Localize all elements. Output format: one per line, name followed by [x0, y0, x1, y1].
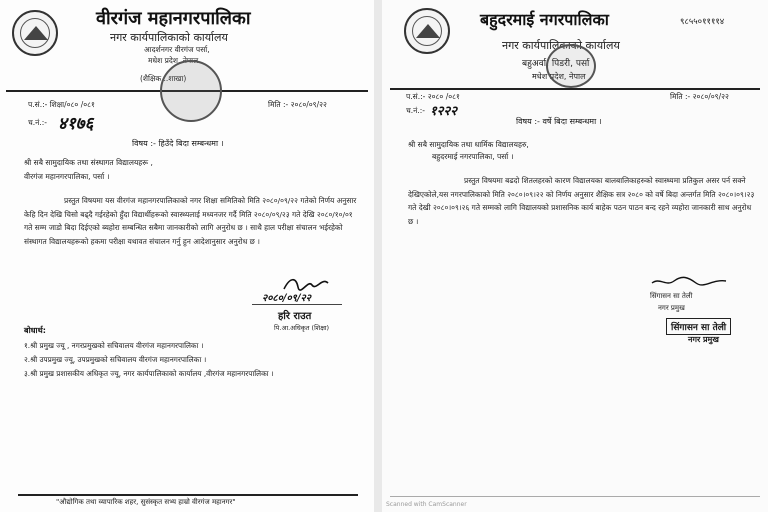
office-name: वीरगंज महानगरपालिका: [96, 8, 251, 29]
letter-date: मिति :- २०८०/०९/२२: [670, 92, 729, 101]
signature-rule: [252, 304, 342, 305]
letter-body: प्रस्तुत विषयमा बढदो शितलहरको कारण विद्यालयका बालबालिकाहरुको स्वास्थ्यमा प्रतिकुल असर पर्न सक्ने देखिएकोले,यस नगरपालिकाको मिति २०८०।०९।२२ को निर्णय अनुसार शैक्षिक सत्र २०८० को वर्षे बिदा अन्तर्गत मिति २०८०।०९।२३ गते देखी २०८०।०९।२६ गते सम्मको लागि विद्यालयको प्रशासनिक कार्य बाहेक पठन पाठन बन्द रहने व्यहोरा जानकारी साथ अनुरोध छ ।: [408, 176, 755, 226]
dispatch-label: च.नं.:-: [28, 118, 47, 127]
stamp-title: नगर प्रमुख: [688, 335, 719, 344]
signature: [650, 275, 730, 289]
footer-rule: [390, 496, 760, 497]
addressee-line-2: बहुदरमाई नगरपालिका, पर्सा ।: [432, 152, 514, 161]
nepal-emblem-icon: [12, 10, 58, 56]
footer-rule: [18, 494, 358, 496]
subject-line: विषय :- हिउँदे बिदा सम्बन्धमा ।: [132, 139, 224, 148]
cc-item-3: ३.श्री प्रमुख प्रशासकीय अधिकृत ज्यू, नगर कार्यपालिकाको कार्यालय ,वीरगंज महानगरपालिका ।: [24, 369, 274, 378]
letter-date: मिति :- २०८०/०९/२२: [268, 100, 327, 109]
signatory-name: सिंगासन सा तेली: [650, 292, 693, 300]
office-subtitle: नगर कार्यपालिकाको कार्यालय: [110, 31, 228, 44]
office-name: बहुदरमाई नगरपालिका: [480, 10, 609, 29]
office-stamp: [546, 44, 596, 88]
signatory-name: हरि राउत: [278, 311, 312, 322]
signatory-stamp: [666, 318, 731, 335]
address-line-2: मधेश प्रदेश, नेपाल: [532, 72, 586, 81]
dispatch-label: च.नं.:-: [406, 106, 425, 115]
office-stamp: [160, 60, 222, 122]
footer-motto: "औद्योगिक तथा व्यापारिक शहर, सुसंस्कृत सभ्य हाम्रो वीरगंज महानगर": [56, 498, 236, 506]
letter-body: प्रस्तुत विषयमा यस वीरगंज महानगरपालिकाको नगर शिक्षा समितिको मिति २०८०/०९/२२ गतेको निर्णय अनुसार केहि दिन देखि चिसो बढ्दै गईरहेको हुँदा विद्यार्थीहरूको स्वास्थ्यलाई मध्यनजर गर्दै मिति २०८०/०९/२३ गते देखि २०८०/१०/०१ गते सम्म जाडो बिदा दिईएको ब्यहोरा सम्बन्धित सबैमा जानकारीको लागि अनुरोध छ । साथै हाल परीक्षा संचालन भईरहेको संस्थागत विद्यालयहरूको हकमा परीक्षा यथावत संचालन गर्नु हुन आदेशानुसार अनुरोध छ ।: [24, 196, 357, 246]
phone-number: ९८५५०११११४: [680, 17, 725, 27]
addressee-line-2: वीरगंज महानगरपालिका, पर्सा ।: [24, 172, 110, 181]
address-line-1: आदर्शनगर वीरगंज पर्सा,: [144, 45, 210, 54]
signature-date: २०८०/०९/२२: [262, 293, 311, 304]
cc-item-1: १.श्री प्रमुख ज्यू , नगरप्रमुखको सचिवालय वीरगंज महानगरपालिका ।: [24, 341, 204, 350]
scanner-watermark: Scanned with CamScanner: [386, 501, 467, 508]
address-line-2: मधेश प्रदेश, नेपाल: [148, 56, 199, 65]
reference-number: प.सं.:- शिक्षा/०८० /०८१: [28, 100, 95, 109]
signatory-title: नगर प्रमुख: [658, 304, 685, 312]
office-subtitle: नगर कार्यपालिकाको कार्यालय: [502, 39, 620, 52]
letter-birgunj: [0, 0, 374, 512]
stamp-name: सिंगासन सा तेली: [671, 323, 727, 333]
cc-item-2: २.श्री उपप्रमुख ज्यू, उपप्रमुखको सचिवालय वीरगंज महानगरपालिका ।: [24, 355, 207, 364]
dispatch-number: ४१७६: [58, 114, 94, 134]
header-rule: [390, 88, 760, 90]
letter-bahudarmai: [382, 0, 768, 512]
cc-heading: बोधार्थ:: [24, 326, 46, 335]
dispatch-number: १२२२: [430, 104, 458, 119]
section-name: (शैक्षिक...शाखा): [140, 74, 187, 83]
addressee-line-1: श्री सबै सामुदायिक तथा संस्थागत विद्यालयहरू ,: [24, 158, 153, 167]
page-gutter: [374, 0, 382, 512]
subject-line: विषय :- वर्षे बिदा सम्बन्धमा ।: [516, 117, 602, 126]
nepal-emblem-icon: [404, 8, 450, 54]
signatory-title: पि.आ.अधिकृत (शिक्षा): [274, 324, 330, 332]
addressee-line-1: श्री सबै सामुदायिक तथा धार्मिक विद्यालयहरु,: [408, 140, 529, 149]
reference-number: प.सं.:- २०८० /०८१: [406, 92, 460, 101]
address-line-1: बहुअर्वा, पिडरी, पर्सा: [522, 59, 590, 69]
